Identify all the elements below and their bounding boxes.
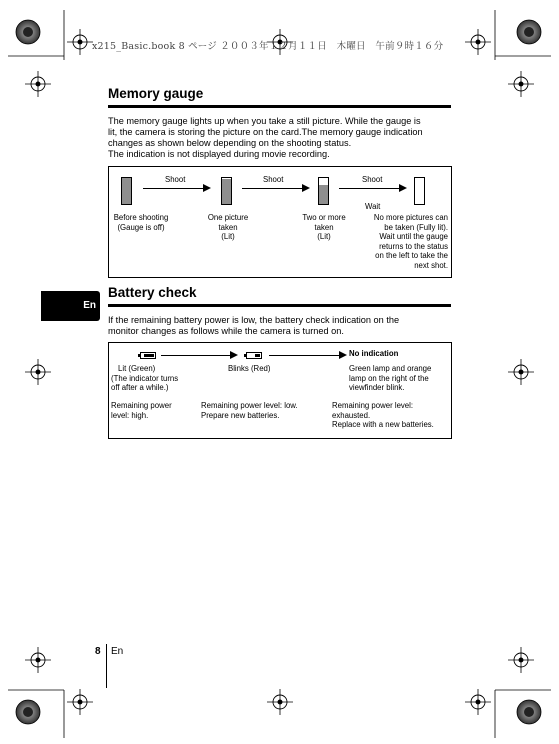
- caption-line: (Lit): [317, 232, 331, 241]
- wait-label: Wait: [365, 202, 381, 211]
- para-line: If the remaining battery power is low, the battery check indication on the: [108, 315, 400, 325]
- page-number: 8: [95, 646, 101, 657]
- memory-gauge-icon: [318, 177, 329, 205]
- caption-line: (Gauge is off): [117, 222, 165, 232]
- language-tab-label: En: [83, 300, 96, 311]
- para-line: lit, the camera is storing the picture on the card.The memory gauge indication: [108, 127, 423, 137]
- battery-state-caption: [349, 364, 449, 393]
- state-caption: [290, 213, 358, 242]
- gauge-fill: [222, 179, 231, 204]
- caption-line: Green lamp and orange: [349, 364, 432, 373]
- remaining-line: Remaining power level:: [332, 401, 414, 410]
- caption-line: (The indicator turns: [111, 373, 179, 383]
- remaining-line: level: high.: [111, 410, 149, 420]
- arrow-right-icon: [161, 355, 236, 356]
- battery-level: [144, 354, 154, 357]
- para-line: changes as shown below depending on the shooting status.: [108, 138, 352, 148]
- arrow-right-icon: [269, 355, 345, 356]
- caption-line: taken: [218, 222, 238, 232]
- caption-line: viewfinder blink.: [349, 383, 405, 392]
- arrow-right-icon: [339, 188, 405, 189]
- gauge-fill: [319, 185, 328, 205]
- state-caption: [194, 213, 262, 242]
- remaining-line: Replace with a new batteries.: [332, 420, 434, 429]
- section-title-memory-gauge: Memory gauge: [108, 86, 204, 101]
- arrow-right-icon: [143, 188, 209, 189]
- memory-gauge-paragraph: [108, 116, 453, 160]
- remaining-line: Prepare new batteries.: [201, 410, 280, 420]
- caption-line: Lit (Green): [118, 364, 156, 373]
- footer-lang: En: [111, 646, 124, 657]
- caption-line: lamp on the right of the: [349, 373, 429, 383]
- caption-line: be taken (Fully lit).: [384, 222, 448, 232]
- para-line: The memory gauge lights up when you take a still picture. While the gauge is: [108, 116, 421, 126]
- caption-line: No more pictures can: [373, 213, 448, 222]
- shoot-label: Shoot: [263, 175, 284, 184]
- gauge-fill: [122, 178, 131, 204]
- caption-line: returns to the status: [379, 241, 448, 251]
- memory-gauge-icon: [221, 177, 232, 205]
- language-tab: [41, 291, 100, 321]
- caption-line: on the left to take the: [375, 251, 448, 260]
- title-rule: [108, 304, 451, 307]
- battery-state-caption: [228, 364, 270, 374]
- caption-line: One picture: [207, 213, 249, 222]
- caption-line: next shot.: [414, 260, 448, 270]
- title-rule: [108, 105, 451, 108]
- caption-line: taken: [314, 222, 334, 232]
- para-line: monitor changes as follows while the camera is turned on.: [108, 326, 344, 336]
- shoot-label: Shoot: [165, 175, 186, 184]
- memory-gauge-icon: [414, 177, 425, 205]
- footer-divider: [106, 644, 107, 688]
- caption-line: Blinks (Red): [228, 364, 271, 373]
- remaining-line: Remaining power: [111, 401, 172, 410]
- battery-level: [255, 354, 260, 357]
- running-header: x215_Basic.book 8 ページ ２００３年１２月１１日 木曜日 午前９時１６分: [92, 41, 444, 52]
- battery-icon: [140, 352, 156, 359]
- arrow-right-icon: [242, 188, 308, 189]
- battery-check-paragraph: [108, 315, 453, 337]
- remaining-power-text: [111, 401, 195, 420]
- shoot-label: Shoot: [362, 175, 383, 184]
- remaining-line: Remaining power level: low.: [201, 401, 298, 410]
- caption-line: Before shooting: [113, 213, 169, 222]
- section-title-battery-check: Battery check: [108, 285, 197, 300]
- caption-line: off after a while.): [111, 383, 169, 392]
- caption-line: (Lit): [221, 232, 235, 241]
- para-line: The indication is not displayed during movie recording.: [108, 149, 330, 159]
- caption-line: Two or more: [302, 213, 346, 222]
- memory-gauge-icon: [121, 177, 132, 205]
- remaining-power-text: [201, 401, 321, 420]
- remaining-power-text: [332, 401, 450, 430]
- state-caption: [107, 213, 175, 232]
- remaining-line: exhausted.: [332, 410, 371, 420]
- battery-state-caption: [111, 364, 199, 393]
- no-indication-label: No indication: [349, 349, 399, 358]
- memory-gauge-diagram: [108, 166, 452, 278]
- caption-line: Wait until the gauge: [379, 232, 448, 241]
- state-caption: [362, 213, 448, 270]
- battery-check-diagram: [108, 342, 452, 439]
- battery-icon: [246, 352, 262, 359]
